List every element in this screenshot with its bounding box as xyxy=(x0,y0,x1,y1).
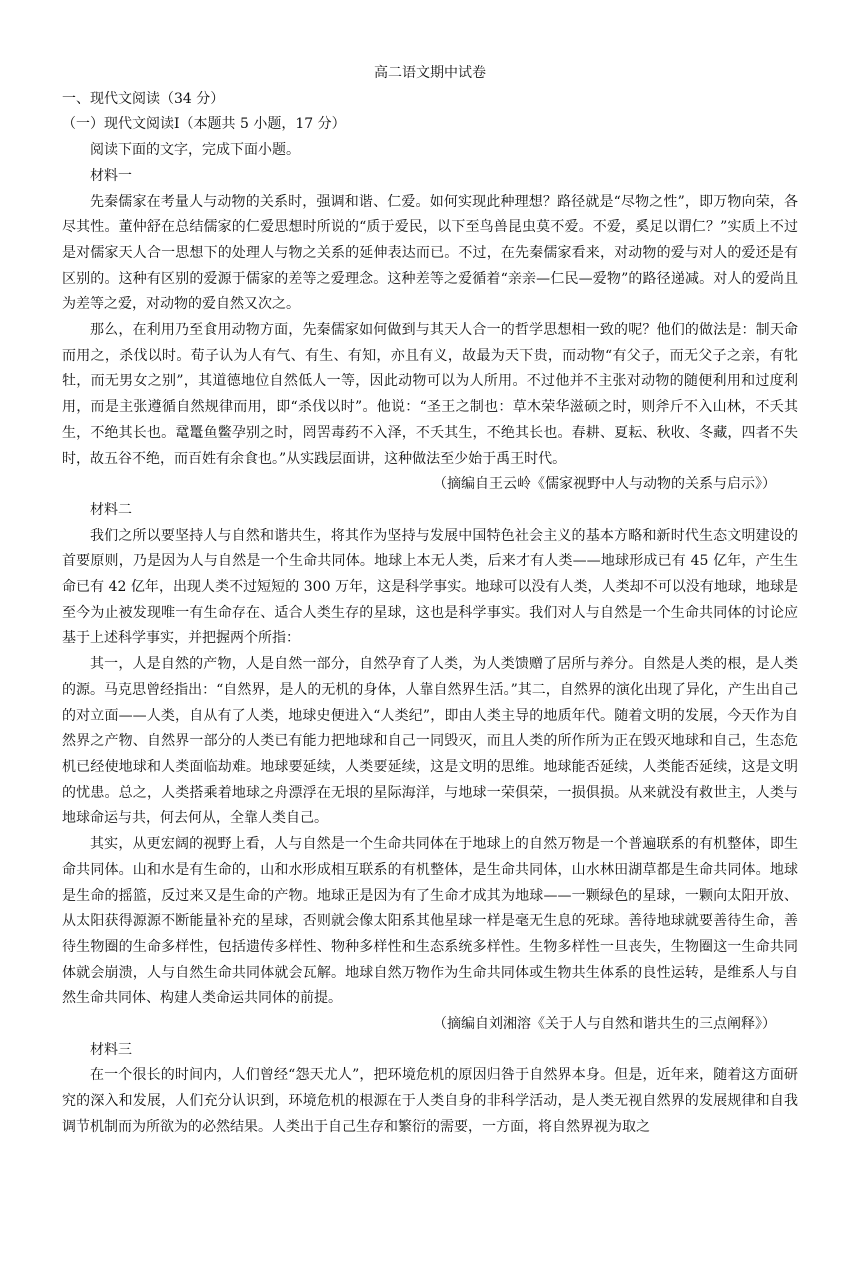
page-title: 高二语文期中试卷 xyxy=(374,65,486,81)
subsection-heading: （一）现代文阅读Ⅰ（本题共 5 小题，17 分） xyxy=(62,116,346,133)
material-2-paragraph-2: 其一，人是自然的产物，人是自然一部分，自然孕育了人类，为人类馈赠了居所与养分。自然是人类的根，是人类的源。马克思曾经指出：“自然界，是人的无机的身体，人靠自然界生活。”其二，自然界的演化出现了异化，产生出自己的对立面——人类，自从有了人类，地球史便进入“人类纪”，即由人类主导的地质年代。随着文明的发展，今天作为自然界之产物、自然界一部分的人类已有能力把地球和自己一同毁灭，而且人类的所作所为正在毁灭地球和自己，生态危机已经使地球和人类面临劫难。地球要延续，人类要延续，这是文明的思维。地球能否延续，人类能否延续，这是文明的忧患。总之，人类搭乘着地球之舟漂浮在无垠的星际海洋，与地球一荣俱荣，一损俱损。从来就没有救世主，人类与地球命运与共，何去何从，全靠人类自己。 xyxy=(62,656,798,827)
material-2-paragraph-1: 我们之所以要坚持人与自然和谐共生，将其作为坚持与发展中国特色社会主义的基本方略和新时代生态文明建设的首要原则，乃是因为人与自然是一个生命共同体。地球上本无人类，后来才有人类——地球形成已有 45 亿年，产生生命已有 42 亿年，出现人类不过短短的 300 万年，这是科学事实。地球可以没有人类，人类却不可以没有地球，地球是至今为止被发现唯一有生命存在、适合人类生存的星球，这也是科学事实。我们对人与自然是一个生命共同体的讨论应基于上述科学事实，并把握两个所指： xyxy=(62,527,798,647)
material-1-paragraph-1: 先秦儒家在考量人与动物的关系时，强调和谐、仁爱。如何实现此种理想？路径就是“尽物之性”，即万物向荣，各尽其性。董仲舒在总结儒家的仁爱思想时所说的“质于爱民，以下至鸟兽昆虫莫不爱。不爱，奚足以谓仁？”实质上不过是对儒家天人合一思想下的处理人与物之关系的延伸表达而已。不过，在先秦儒家看来，对动物的爱与对人的爱还是有区别的。这种有区别的爱源于儒家的差等之爱理念。这种差等之爱循着“亲亲—仁民—爱物”的路径递减。对人的爱尚且为差等之爱，对动物的爱自然又次之。 xyxy=(62,193,798,313)
material-1-label: 材料一 xyxy=(90,167,132,184)
material-1-paragraph-2: 那么，在利用乃至食用动物方面，先秦儒家如何做到与其天人合一的哲学思想相一致的呢？他们的做法是：制天命而用之，杀伐以时。荀子认为人有气、有生、有知，亦且有义，故最为天下贵，而动物“有父子，而无父子之亲，有牝牡，而无男女之别”，其道德地位自然低人一等，因此动物可以为人所用。不过他并不主张对动物的随便利用和过度利用，而是主张遵循自然规律而用，即“杀伐以时”。他说：“圣王之制也：草木荣华滋硕之时，则斧斤不入山林，不夭其生，不绝其长也。鼋鼍鱼鳖孕别之时，罔罟毒药不入泽，不夭其生，不绝其长也。春耕、夏耘、秋收、冬藏，四者不失时，故五谷不绝，而百姓有余食也。”从实践层面讲，这种做法至少始于禹王时代。 xyxy=(62,322,798,467)
section-heading: 一、现代文阅读（34 分） xyxy=(62,90,225,107)
material-3-label: 材料三 xyxy=(90,1041,132,1058)
reading-instruction: 阅读下面的文字，完成下面小题。 xyxy=(90,142,300,159)
material-2-source: （摘编自刘湘溶《关于人与自然和谐共生的三点阐释》） xyxy=(433,1016,776,1033)
material-2-label: 材料二 xyxy=(90,501,132,518)
document-page xyxy=(0,61,860,1277)
material-3-paragraph-1: 在一个很长的时间内，人们曾经“怨天尤人”，把环境危机的原因归咎于自然界本身。但是，近年来，随着这方面研究的深入和发展，人们充分认识到，环境危机的根源在于人类自身的非科学活动，是人类无视自然界的发展规律和自我调节机制而为所欲为的必然结果。人类出于自己生存和繁衍的需要，一方面，将自然界视为取之 xyxy=(62,1067,798,1135)
material-1-source: （摘编自王云岭《儒家视野中人与动物的关系与启示》） xyxy=(433,476,776,493)
material-2-paragraph-3: 其实，从更宏阔的视野上看，人与自然是一个生命共同体在于地球上的自然万物是一个普遍联系的有机整体，即生命共同体。山和水是有生命的，山和水形成相互联系的有机整体，是生命共同体，山水林田湖草都是生命共同体。地球是生命的摇篮，反过来又是生命的产物。地球正是因为有了生命才成其为地球——一颗绿色的星球，一颗向太阳开放、从太阳获得源源不断能量补充的星球，否则就会像太阳系其他星球一样是毫无生息的死球。善待地球就要善待生命，善待生物圈的生命多样性，包括遗传多样性、物种多样性和生态系统多样性。生物多样性一旦丧失，生物圈这一生命共同体就会崩溃，人与自然生命共同体就会瓦解。地球自然万物作为生命共同体或生物共生体系的良性运转，是维系人与自然生命共同体、构建人类命运共同体的前提。 xyxy=(62,836,798,1007)
